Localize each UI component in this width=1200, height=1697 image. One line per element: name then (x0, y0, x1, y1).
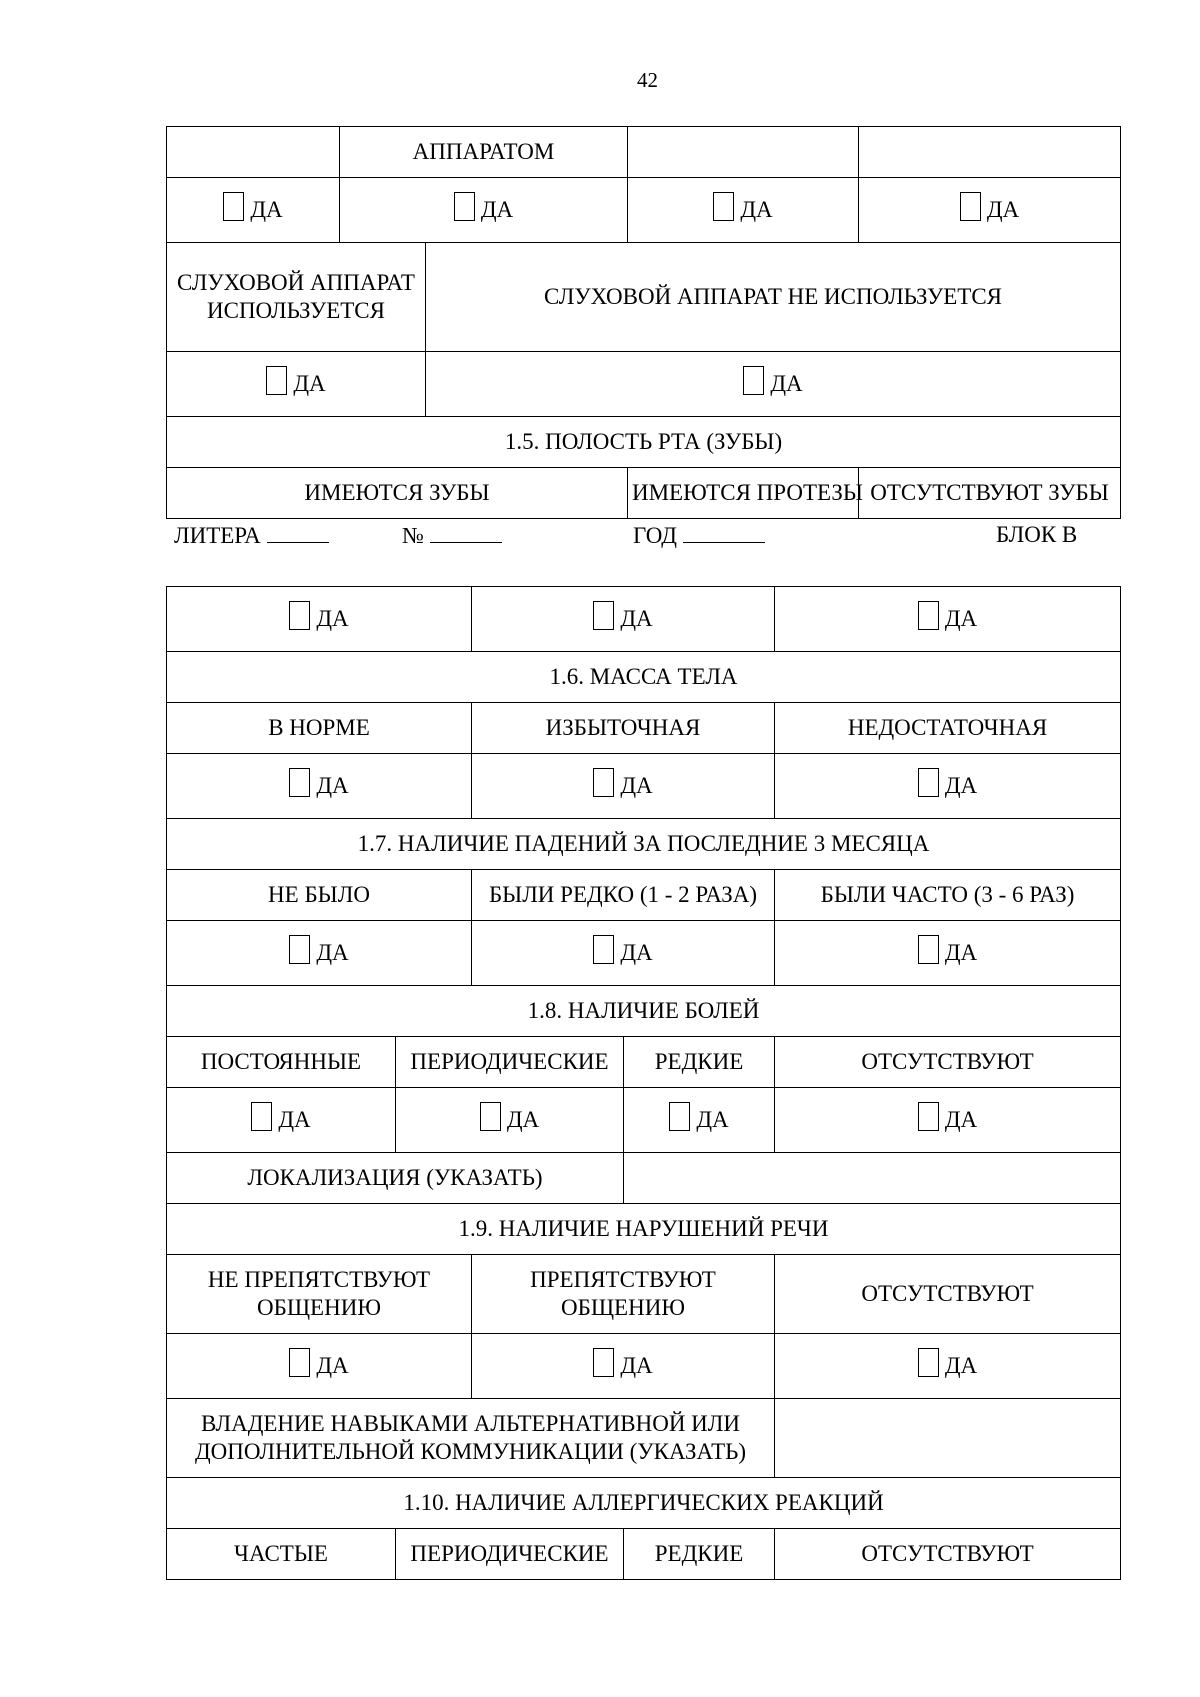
option-allergy-frequent: ЧАСТЫЕ (167, 1529, 396, 1580)
falls-options-row (167, 870, 1121, 921)
checkbox-label: ДА (620, 1353, 653, 1378)
teeth-options-row (167, 468, 1121, 519)
option-weight-excess: ИЗБЫТОЧНАЯ (472, 703, 775, 754)
section-1-7-title: 1.7. НАЛИЧИЕ ПАДЕНИЙ ЗА ПОСЛЕДНИЕ 3 МЕСЯЦА (167, 819, 1121, 870)
yes-checkbox[interactable] (223, 192, 282, 221)
checkbox-label: ДА (944, 1107, 978, 1132)
checkbox-cell (775, 587, 1121, 652)
number-field (402, 522, 502, 549)
option-speech-hindering: ПРЕПЯТСТВУЮТ ОБЩЕНИЮ (472, 1255, 775, 1334)
checkbox-cell (167, 1088, 396, 1153)
checkbox-cell (167, 178, 340, 243)
checkbox-cell (396, 1088, 624, 1153)
checkbox-label: ДА (944, 606, 978, 631)
checkbox-cell (628, 178, 859, 243)
checkbox-cell (167, 1334, 472, 1399)
option-pain-constant: ПОСТОЯННЫЕ (167, 1037, 396, 1088)
checkbox-label: ДА (620, 773, 653, 798)
checkbox-label: ДА (278, 1107, 311, 1132)
checkbox-cell (472, 1334, 775, 1399)
litera-field (174, 522, 329, 549)
checkbox-box[interactable] (743, 366, 764, 395)
yes-checkbox[interactable] (289, 601, 348, 630)
checkbox-cell (775, 921, 1121, 986)
yes-checkbox[interactable] (918, 1102, 977, 1131)
checkbox-box[interactable] (918, 1348, 939, 1377)
weight-options-row (167, 703, 1121, 754)
checkbox-label: ДА (480, 197, 514, 222)
checkbox-cell (167, 754, 472, 819)
option-pain-rare: РЕДКИЕ (624, 1037, 775, 1088)
alt-communication-label: ВЛАДЕНИЕ НАВЫКАМИ АЛЬТЕРНАТИВНОЙ ИЛИ ДОПОЛНИТЕЛЬНОЙ КОММУНИКАЦИИ (УКАЗАТЬ) (167, 1399, 775, 1478)
checkbox-label: ДА (506, 1107, 540, 1132)
litera-label: ЛИТЕРА (174, 523, 261, 548)
yes-checkbox[interactable] (918, 1348, 977, 1377)
checkbox-label: ДА (740, 197, 773, 222)
checkbox-cell (472, 587, 775, 652)
checkbox-label: ДА (316, 606, 349, 631)
option-falls-none: НЕ БЫЛО (167, 870, 472, 921)
section-title-row (167, 819, 1121, 870)
option-dentures-present: ИМЕЮТСЯ ПРОТЕЗЫ (628, 468, 859, 519)
checkbox-box[interactable] (918, 601, 939, 630)
checkbox-box[interactable] (251, 1102, 272, 1131)
checkbox-label: ДА (696, 1107, 729, 1132)
yes-checkbox[interactable] (454, 192, 513, 221)
section-title-row (167, 652, 1121, 703)
yes-checkbox[interactable] (669, 1102, 728, 1131)
empty-cell (628, 127, 859, 178)
yes-checkbox[interactable] (713, 192, 772, 221)
alt-communication-row (167, 1399, 1121, 1478)
checkbox-box[interactable] (593, 768, 614, 797)
checkbox-label: ДА (316, 940, 349, 965)
apparatus-row (167, 127, 1121, 178)
localization-row (167, 1153, 1121, 1204)
page-number: 42 (637, 68, 658, 92)
litera-blank[interactable] (267, 522, 329, 543)
checkbox-cell (340, 178, 628, 243)
yes-checkbox[interactable] (251, 1102, 310, 1131)
section-title-row (167, 1478, 1121, 1529)
checkbox-box[interactable] (918, 1102, 939, 1131)
option-teeth-present: ИМЕЮТСЯ ЗУБЫ (167, 468, 628, 519)
bottom-form-table (166, 586, 1121, 1580)
checkbox-label: ДА (620, 940, 653, 965)
localization-label: ЛОКАЛИЗАЦИЯ (УКАЗАТЬ) (167, 1153, 624, 1204)
yes-checkbox[interactable] (593, 935, 652, 964)
checkbox-row (167, 754, 1121, 819)
speech-options-row (167, 1255, 1121, 1334)
hearing-aid-not-used-label: СЛУХОВОЙ АППАРАТ НЕ ИСПОЛЬЗУЕТСЯ (426, 243, 1121, 352)
checkbox-cell (167, 587, 472, 652)
checkbox-box[interactable] (289, 1348, 310, 1377)
checkbox-cell (859, 178, 1121, 243)
yes-checkbox[interactable] (918, 768, 977, 797)
checkbox-row (167, 352, 1121, 417)
option-speech-absent: ОТСУТСТВУЮТ (775, 1255, 1121, 1334)
number-blank[interactable] (430, 522, 502, 543)
checkbox-box[interactable] (918, 935, 939, 964)
checkbox-label: ДА (770, 371, 803, 396)
checkbox-box[interactable] (480, 1102, 501, 1131)
checkbox-cell (775, 754, 1121, 819)
option-allergy-periodic: ПЕРИОДИЧЕСКИЕ (396, 1529, 624, 1580)
checkbox-label: ДА (316, 1353, 349, 1378)
yes-checkbox[interactable] (918, 601, 977, 630)
pain-options-row (167, 1037, 1121, 1088)
option-weight-deficit: НЕДОСТАТОЧНАЯ (775, 703, 1121, 754)
checkbox-row (167, 1088, 1121, 1153)
hearing-aid-row (167, 243, 1121, 352)
section-1-5-title: 1.5. ПОЛОСТЬ РТА (ЗУБЫ) (167, 417, 1121, 468)
option-pain-absent: ОТСУТСТВУЮТ (775, 1037, 1121, 1088)
section-1-8-title: 1.8. НАЛИЧИЕ БОЛЕЙ (167, 986, 1121, 1037)
checkbox-label: ДА (944, 773, 978, 798)
year-field (633, 522, 765, 549)
option-allergy-absent: ОТСУТСТВУЮТ (775, 1529, 1121, 1580)
yes-checkbox[interactable] (289, 1348, 348, 1377)
localization-input[interactable] (624, 1153, 1121, 1204)
option-teeth-absent: ОТСУТСТВУЮТ ЗУБЫ (859, 468, 1121, 519)
checkbox-row (167, 587, 1121, 652)
checkbox-cell (426, 352, 1121, 417)
checkbox-label: ДА (944, 1353, 978, 1378)
year-label: ГОД (633, 523, 677, 548)
section-1-10-title: 1.10. НАЛИЧИЕ АЛЛЕРГИЧЕСКИХ РЕАКЦИЙ (167, 1478, 1121, 1529)
checkbox-cell (775, 1334, 1121, 1399)
checkbox-row (167, 1334, 1121, 1399)
checkbox-box[interactable] (960, 192, 981, 221)
yes-checkbox[interactable] (593, 768, 652, 797)
checkbox-box[interactable] (593, 1348, 614, 1377)
checkbox-label: ДА (316, 773, 349, 798)
checkbox-box[interactable] (669, 1102, 690, 1131)
yes-checkbox[interactable] (593, 601, 652, 630)
checkbox-box[interactable] (454, 192, 475, 221)
yes-checkbox[interactable] (289, 935, 348, 964)
option-falls-rare: БЫЛИ РЕДКО (1 - 2 РАЗА) (472, 870, 775, 921)
checkbox-box[interactable] (266, 366, 287, 395)
yes-checkbox[interactable] (918, 935, 977, 964)
section-title-row (167, 417, 1121, 468)
checkbox-box[interactable] (223, 192, 244, 221)
yes-checkbox[interactable] (743, 366, 802, 395)
alt-communication-input[interactable] (775, 1399, 1121, 1478)
checkbox-box[interactable] (918, 768, 939, 797)
checkbox-box[interactable] (593, 601, 614, 630)
checkbox-label: ДА (620, 606, 653, 631)
section-1-6-title: 1.6. МАССА ТЕЛА (167, 652, 1121, 703)
option-allergy-rare: РЕДКИЕ (624, 1529, 775, 1580)
block-label: БЛОК В (996, 522, 1078, 547)
yes-checkbox[interactable] (289, 768, 348, 797)
checkbox-box[interactable] (289, 935, 310, 964)
checkbox-label: ДА (293, 371, 326, 396)
section-1-9-title: 1.9. НАЛИЧИЕ НАРУШЕНИЙ РЕЧИ (167, 1204, 1121, 1255)
checkbox-cell (775, 1088, 1121, 1153)
checkbox-cell (624, 1088, 775, 1153)
option-pain-periodic: ПЕРИОДИЧЕСКИЕ (396, 1037, 624, 1088)
checkbox-box[interactable] (593, 935, 614, 964)
option-falls-frequent: БЫЛИ ЧАСТО (3 - 6 РАЗ) (775, 870, 1121, 921)
yes-checkbox[interactable] (960, 192, 1019, 221)
checkbox-cell (167, 352, 426, 417)
checkbox-row (167, 921, 1121, 986)
empty-cell (859, 127, 1121, 178)
section-title-row (167, 986, 1121, 1037)
option-speech-not-hindering: НЕ ПРЕПЯТСТВУЮТ ОБЩЕНИЮ (167, 1255, 472, 1334)
checkbox-cell (472, 754, 775, 819)
checkbox-box[interactable] (289, 768, 310, 797)
empty-cell (167, 127, 340, 178)
hearing-aid-used-label: СЛУХОВОЙ АППАРАТ ИСПОЛЬЗУЕТСЯ (167, 243, 426, 352)
checkbox-row (167, 178, 1121, 243)
apparatus-label: АППАРАТОМ (340, 127, 628, 178)
checkbox-label: ДА (944, 940, 978, 965)
top-form-table (166, 126, 1121, 519)
number-label: № (402, 523, 424, 548)
checkbox-label: ДА (250, 197, 283, 222)
yes-checkbox[interactable] (266, 366, 325, 395)
yes-checkbox[interactable] (480, 1102, 539, 1131)
option-weight-normal: В НОРМЕ (167, 703, 472, 754)
checkbox-cell (472, 921, 775, 986)
yes-checkbox[interactable] (593, 1348, 652, 1377)
checkbox-cell (167, 921, 472, 986)
allergy-options-row (167, 1529, 1121, 1580)
year-blank[interactable] (683, 522, 765, 543)
checkbox-box[interactable] (713, 192, 734, 221)
checkbox-box[interactable] (289, 601, 310, 630)
section-title-row (167, 1204, 1121, 1255)
checkbox-label: ДА (986, 197, 1020, 222)
